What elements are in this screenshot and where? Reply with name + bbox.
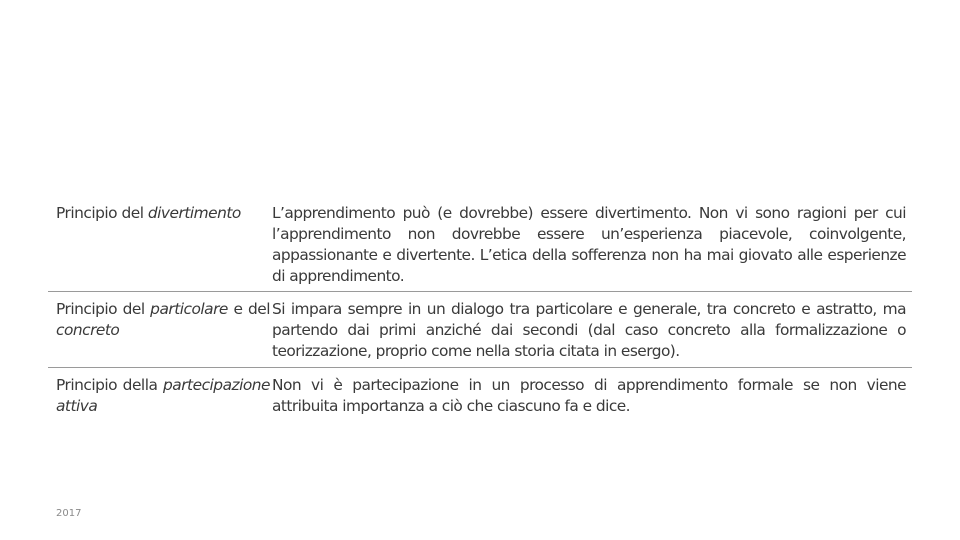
principle-description: Si impara sempre in un dialogo tra particolare e generale, tra concreto e astratto, ma partendo dai primi anziché dai secondi (dal caso concreto alla formalizzazione o teorizzazione, proprio come nella storia citata in esergo). — [272, 300, 906, 360]
principle-name-text: Principio della — [56, 376, 164, 394]
principle-name-emphasis: concreto — [56, 321, 120, 339]
table-row — [48, 368, 912, 422]
principles-table — [48, 199, 912, 422]
footer-year: 2017 — [56, 508, 82, 519]
principle-name-text: Principio del — [56, 300, 151, 318]
table-row — [48, 199, 912, 292]
principle-name — [48, 375, 270, 417]
principle-name — [48, 203, 270, 287]
principle-description: L’apprendimento può (e dovrebbe) essere divertimento. Non vi sono ragioni per cui l’apprendimento non dovrebbe essere un’esperienza piacevole, coinvolgente, appassionante e divertente. L’etica della sofferenza non ha mai giovato alle esperienze di apprendimento. — [272, 204, 906, 285]
principle-name — [48, 299, 270, 362]
table-row — [48, 292, 912, 368]
principle-name-emphasis: particolare — [150, 300, 228, 318]
principle-name-text: Principio del — [56, 204, 148, 222]
principle-name-emphasis: partecipazione attiva — [56, 376, 270, 415]
principle-description: Non vi è partecipazione in un processo di apprendimento formale se non viene attribuita importanza a ciò che ciascuno fa e dice. — [272, 376, 906, 415]
principle-name-emphasis: divertimento — [147, 204, 241, 222]
principle-name-text: e del — [227, 300, 270, 318]
